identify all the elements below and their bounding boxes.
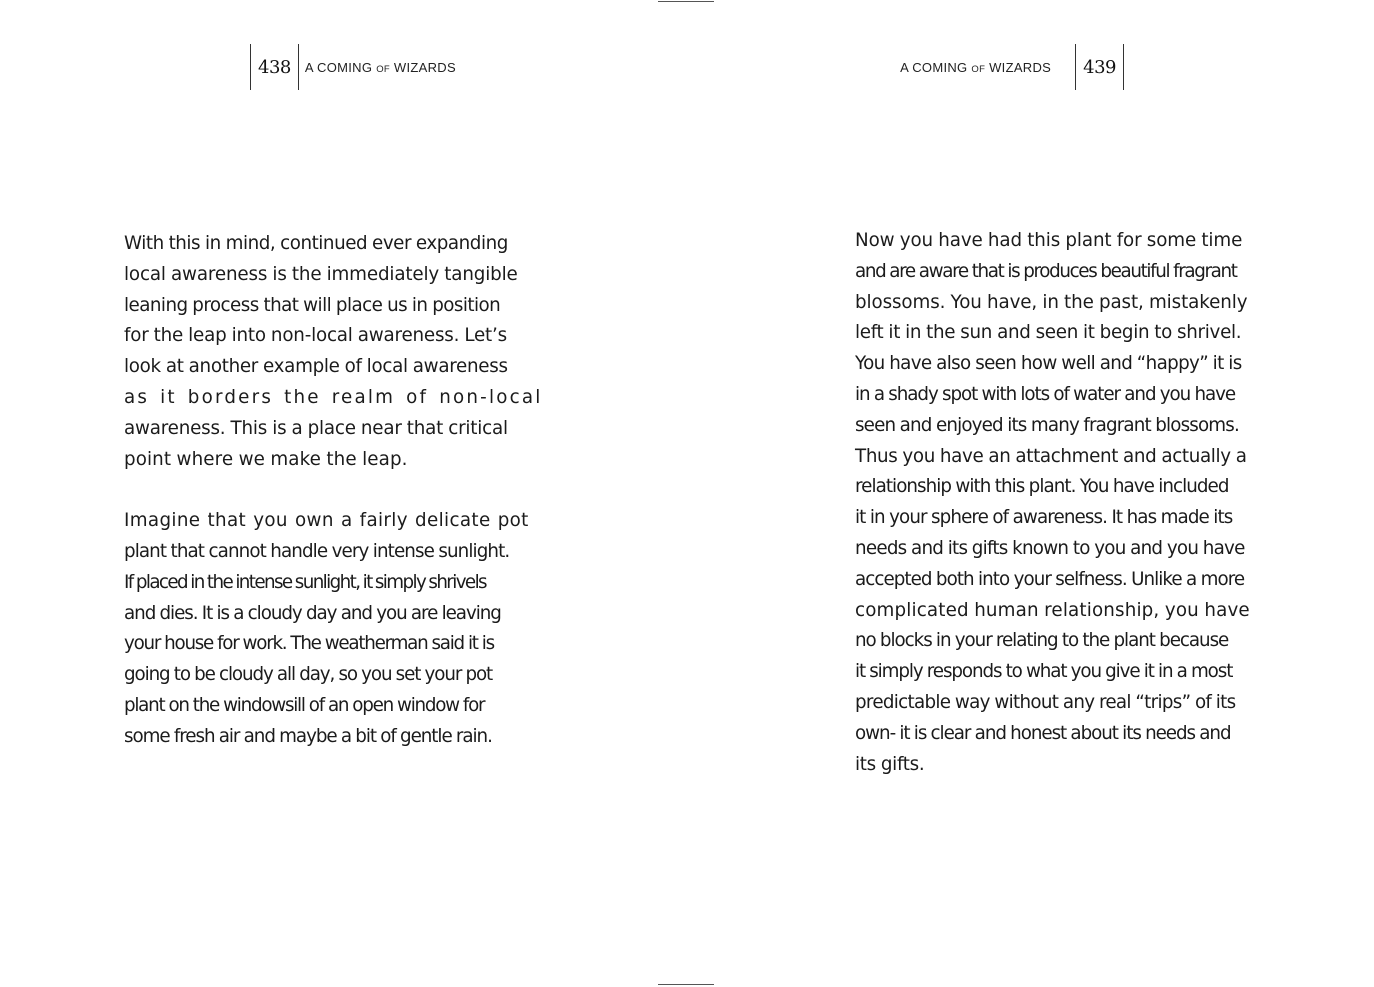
text-line: Imagine that you own a fairly delicate pot (124, 510, 529, 532)
paragraph (855, 226, 1255, 780)
right-running-head (900, 44, 1124, 90)
text-line: With this in mind, continued ever expanding (124, 233, 508, 254)
right-page-number: 439 (1075, 44, 1124, 90)
right-body-text (855, 226, 1255, 780)
right-page (687, 0, 1374, 987)
text-line: accepted both into your selfness. Unlike a more (855, 568, 1245, 590)
text-line: You have also seen how well and “happy” it is (855, 353, 1242, 375)
paragraph (124, 506, 529, 752)
title-part-a-coming: A COMING (304, 59, 377, 75)
text-line: going to be cloudy all day, so you set your pot (124, 664, 493, 686)
text-line: look at another example of local awareness (124, 356, 508, 378)
left-book-title (305, 60, 456, 75)
title-part-of: OF (971, 63, 986, 75)
text-line: needs and its gifts known to you and you have (855, 537, 1245, 559)
title-part-a-coming: A COMING (900, 59, 972, 75)
text-line: it simply responds to what you give it in a most (855, 661, 1233, 683)
text-line: some fresh air and maybe a bit of gentle rain. (124, 725, 492, 747)
title-part-wizards: WIZARDS (389, 59, 456, 75)
text-line: local awareness is the immediately tangible (124, 263, 518, 285)
title-part-wizards: WIZARDS (985, 59, 1052, 75)
text-line: If placed in the intense sunlight, it simply shrivels (124, 571, 486, 593)
text-line: and dies. It is a cloudy day and you are leaving (124, 602, 501, 624)
text-line: as it borders the realm of non-local (124, 386, 543, 408)
paragraph (124, 229, 543, 475)
text-line: it in your sphere of awareness. It has made its (855, 507, 1233, 529)
text-line: its gifts. (855, 753, 925, 775)
text-line: plant on the windowsill of an open window for (124, 694, 485, 716)
text-line: own- it is clear and honest about its needs and (855, 722, 1231, 744)
left-body-text (124, 229, 543, 753)
text-line: plant that cannot handle very intense sunlight. (124, 540, 510, 562)
left-page-number: 438 (250, 44, 299, 90)
paragraph-spacer (124, 475, 524, 506)
text-line: Thus you have an attachment and actually a (855, 445, 1247, 467)
text-line: in a shady spot with lots of water and you have (855, 383, 1236, 405)
text-line: Now you have had this plant for some time (855, 230, 1243, 251)
text-line: left it in the sun and seen it begin to shrivel. (855, 322, 1242, 344)
text-line: predictable way without any real “trips” of its (855, 691, 1236, 713)
text-line: for the leap into non-local awareness. Let’s (124, 325, 507, 347)
text-line: awareness. This is a place near that critical (124, 417, 508, 439)
text-line: no blocks in your relating to the plant because (855, 630, 1229, 652)
title-part-of: OF (376, 63, 390, 75)
text-line: blossoms. You have, in the past, mistakenly (855, 291, 1248, 313)
text-line: seen and enjoyed its many fragrant blossoms. (855, 414, 1239, 436)
text-line: and are aware that is produces beautiful fragrant (855, 260, 1237, 282)
left-running-head (250, 44, 456, 90)
text-line: point where we make the leap. (124, 448, 408, 470)
right-book-title (900, 60, 1051, 75)
text-line: leaning process that will place us in position (124, 294, 501, 316)
text-line: relationship with this plant. You have included (855, 476, 1229, 498)
text-line: your house for work. The weatherman said it is (124, 633, 494, 655)
text-line: complicated human relationship, you have (855, 599, 1250, 621)
